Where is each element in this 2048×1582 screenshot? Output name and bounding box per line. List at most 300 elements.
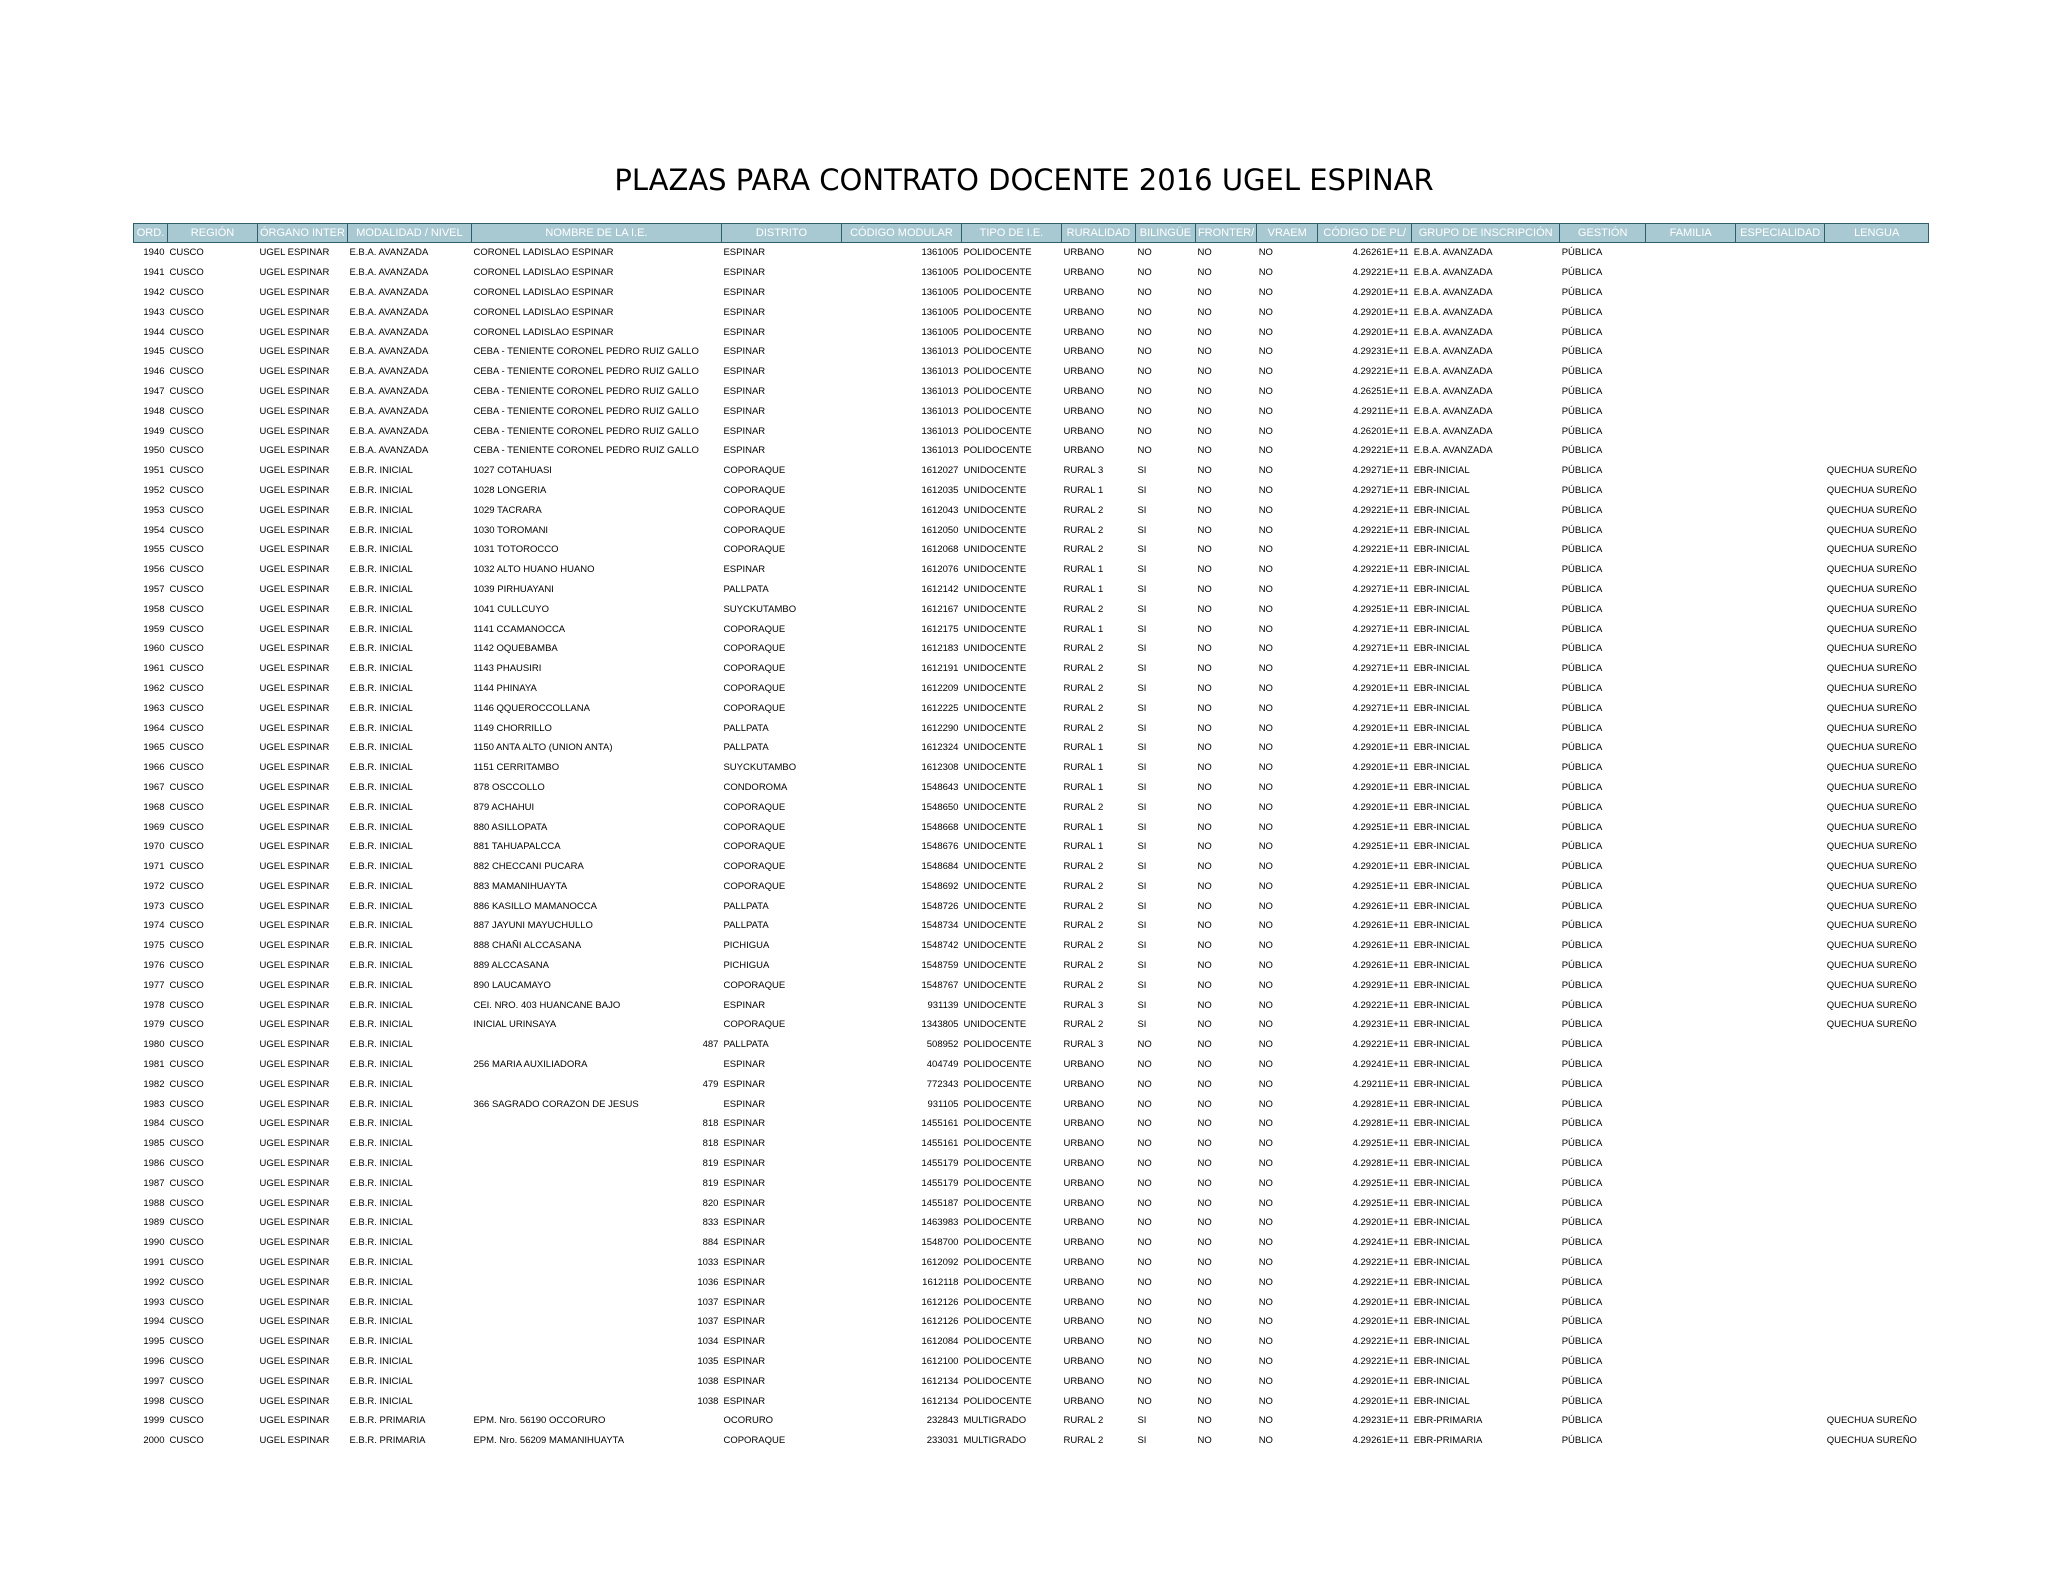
cell-frontera: NO	[1197, 920, 1212, 932]
cell-familia	[1646, 1352, 1736, 1372]
cell-gestion: PÚBLICA	[1561, 1118, 1603, 1130]
cell-grupo: EBR-INICIAL	[1413, 1177, 1470, 1189]
cell-grupo: EBR-INICIAL	[1413, 920, 1470, 932]
cell-region: CUSCO	[169, 445, 204, 457]
cell-ord: 1979	[143, 1019, 165, 1031]
cell-nombre: 886 KASILLO MAMANOCCA	[473, 900, 597, 912]
cell-nombre: 1028 LONGERIA	[473, 484, 547, 496]
cell-especialidad	[1736, 797, 1825, 817]
cell-codigo-modular: 1612050	[921, 524, 959, 536]
cell-bilingue: NO	[1137, 1098, 1152, 1110]
cell-ruralidad: URBANO	[1063, 267, 1105, 279]
cell-nombre: 1035	[697, 1356, 719, 1368]
cell-especialidad	[1736, 817, 1825, 837]
cell-bilingue: SI	[1137, 663, 1147, 675]
cell-codigo-plaza: 4.29281E+11	[1352, 1158, 1409, 1170]
cell-grupo: EBR-PRIMARIA	[1413, 1415, 1483, 1427]
cell-grupo: E.B.A. AVANZADA	[1413, 425, 1493, 437]
cell-region: CUSCO	[169, 682, 204, 694]
cell-familia	[1646, 916, 1736, 936]
cell-familia	[1646, 1074, 1736, 1094]
cell-tipo: POLIDOCENTE	[963, 366, 1032, 378]
cell-codigo-plaza: 4.29231E+11	[1352, 346, 1409, 358]
table-row	[134, 679, 1929, 699]
cell-grupo: EBR-INICIAL	[1413, 1158, 1470, 1170]
cell-codigo-plaza: 4.29251E+11	[1352, 1197, 1409, 1209]
cell-ord: 1988	[143, 1197, 165, 1209]
cell-distrito: COPORAQUE	[723, 682, 786, 694]
cell-vraem: NO	[1258, 960, 1273, 972]
cell-tipo: UNIDOCENTE	[963, 583, 1027, 595]
cell-codigo-modular: 1361013	[921, 366, 959, 378]
table-row	[134, 1074, 1929, 1094]
cell-organo: UGEL ESPINAR	[259, 940, 330, 952]
cell-tipo: UNIDOCENTE	[963, 920, 1027, 932]
cell-nombre: CEI. NRO. 403 HUANCANE BAJO	[473, 999, 621, 1011]
cell-modalidad: E.B.R. INICIAL	[349, 960, 413, 972]
cell-gestion: PÚBLICA	[1561, 385, 1603, 397]
cell-modalidad: E.B.A. AVANZADA	[349, 247, 429, 259]
cell-codigo-modular: 1361005	[921, 267, 959, 279]
cell-grupo: EBR-INICIAL	[1413, 1039, 1470, 1051]
cell-vraem: NO	[1258, 1019, 1273, 1031]
cell-bilingue: NO	[1137, 326, 1152, 338]
cell-ord: 1971	[143, 861, 165, 873]
cell-lengua: QUECHUA SUREÑO	[1826, 643, 1917, 655]
cell-ord: 1963	[143, 702, 165, 714]
cell-nombre: 1149 CHORRILLO	[473, 722, 552, 734]
cell-lengua: QUECHUA SUREÑO	[1826, 1019, 1917, 1031]
cell-organo: UGEL ESPINAR	[259, 1019, 330, 1031]
cell-codigo-modular: 1612290	[921, 722, 959, 734]
cell-tipo: POLIDOCENTE	[963, 1217, 1032, 1229]
cell-modalidad: E.B.R. INICIAL	[349, 821, 413, 833]
cell-modalidad: E.B.A. AVANZADA	[349, 405, 429, 417]
column-header-nombre: NOMBRE DE LA I.E.	[471, 224, 721, 243]
cell-vraem: NO	[1258, 1336, 1273, 1348]
cell-codigo-plaza: 4.29271E+11	[1352, 465, 1409, 477]
cell-vraem: NO	[1258, 306, 1273, 318]
cell-gestion: PÚBLICA	[1561, 960, 1603, 972]
cell-grupo: EBR-INICIAL	[1413, 841, 1470, 853]
cell-bilingue: NO	[1137, 1059, 1152, 1071]
cell-grupo: EBR-INICIAL	[1413, 1078, 1470, 1090]
cell-ord: 1952	[143, 484, 165, 496]
table-row	[134, 778, 1929, 798]
cell-codigo-modular: 1612076	[921, 564, 959, 576]
cell-codigo-plaza: 4.29221E+11	[1352, 1276, 1409, 1288]
cell-codigo-modular: 508952	[926, 1039, 959, 1051]
cell-ord: 1967	[143, 781, 165, 793]
cell-familia	[1646, 1233, 1736, 1253]
cell-grupo: EBR-INICIAL	[1413, 1395, 1470, 1407]
cell-grupo: EBR-INICIAL	[1413, 583, 1470, 595]
cell-especialidad	[1736, 1134, 1825, 1154]
cell-region: CUSCO	[169, 900, 204, 912]
cell-codigo-plaza: 4.29231E+11	[1352, 1415, 1409, 1427]
cell-ruralidad: RURAL 2	[1063, 722, 1104, 734]
cell-codigo-modular: 931105	[927, 1098, 959, 1110]
cell-nombre: 878 OSCCOLLO	[473, 781, 545, 793]
cell-organo: UGEL ESPINAR	[259, 603, 330, 615]
cell-tipo: UNIDOCENTE	[963, 663, 1027, 675]
cell-tipo: POLIDOCENTE	[963, 1336, 1032, 1348]
cell-especialidad	[1736, 956, 1825, 976]
cell-distrito: ESPINAR	[723, 1118, 766, 1130]
cell-gestion: PÚBLICA	[1561, 1395, 1603, 1407]
cell-gestion: PÚBLICA	[1561, 1059, 1603, 1071]
cell-grupo: EBR-INICIAL	[1413, 1197, 1470, 1209]
cell-distrito: ESPINAR	[723, 1217, 766, 1229]
cell-distrito: ESPINAR	[723, 1158, 766, 1170]
table-row	[134, 283, 1929, 303]
cell-especialidad	[1736, 1332, 1825, 1352]
cell-lengua	[1825, 362, 1929, 382]
cell-codigo-plaza: 4.29201E+11	[1352, 742, 1409, 754]
cell-codigo-plaza: 4.29201E+11	[1352, 306, 1409, 318]
table-row	[134, 500, 1929, 520]
cell-distrito: PICHIGUA	[723, 940, 770, 952]
table-row	[134, 520, 1929, 540]
cell-lengua: QUECHUA SUREÑO	[1826, 623, 1917, 635]
cell-vraem: NO	[1258, 583, 1273, 595]
cell-nombre: 1027 COTAHUASI	[473, 465, 552, 477]
cell-tipo: POLIDOCENTE	[963, 1118, 1032, 1130]
column-header-ord: ORD.	[134, 224, 168, 243]
table-row	[134, 481, 1929, 501]
cell-codigo-modular: 931139	[927, 999, 959, 1011]
cell-nombre: 1151 CERRITAMBO	[473, 762, 560, 774]
cell-codigo-plaza: 4.29221E+11	[1352, 524, 1409, 536]
cell-tipo: UNIDOCENTE	[963, 940, 1027, 952]
cell-codigo-plaza: 4.29211E+11	[1353, 1078, 1409, 1090]
cell-codigo-plaza: 4.29221E+11	[1352, 267, 1409, 279]
cell-especialidad	[1736, 1431, 1825, 1451]
cell-nombre: CEBA - TENIENTE CORONEL PEDRO RUIZ GALLO	[473, 445, 699, 457]
cell-frontera: NO	[1197, 682, 1212, 694]
cell-gestion: PÚBLICA	[1561, 682, 1603, 694]
cell-vraem: NO	[1258, 603, 1273, 615]
cell-modalidad: E.B.R. INICIAL	[349, 1296, 413, 1308]
cell-distrito: ESPINAR	[723, 1257, 766, 1269]
cell-lengua: QUECHUA SUREÑO	[1826, 920, 1917, 932]
cell-gestion: PÚBLICA	[1561, 425, 1603, 437]
cell-frontera: NO	[1197, 702, 1212, 714]
cell-modalidad: E.B.R. INICIAL	[349, 920, 413, 932]
cell-ruralidad: URBANO	[1063, 1375, 1105, 1387]
cell-lengua	[1825, 1391, 1929, 1411]
cell-ord: 1962	[143, 682, 165, 694]
cell-organo: UGEL ESPINAR	[259, 1039, 330, 1051]
cell-modalidad: E.B.A. AVANZADA	[349, 346, 429, 358]
cell-region: CUSCO	[169, 1118, 204, 1130]
cell-grupo: EBR-INICIAL	[1413, 801, 1470, 813]
cell-ruralidad: RURAL 1	[1063, 821, 1104, 833]
cell-codigo-modular: 232843	[926, 1415, 959, 1427]
cell-tipo: POLIDOCENTE	[963, 1078, 1032, 1090]
cell-frontera: NO	[1197, 1138, 1212, 1150]
cell-grupo: E.B.A. AVANZADA	[1413, 286, 1493, 298]
cell-codigo-modular: 1548700	[921, 1237, 959, 1249]
cell-codigo-modular: 1548726	[921, 900, 959, 912]
cell-region: CUSCO	[169, 999, 204, 1011]
cell-especialidad	[1736, 679, 1825, 699]
cell-codigo-modular: 1612084	[921, 1336, 959, 1348]
cell-gestion: PÚBLICA	[1561, 564, 1603, 576]
cell-nombre: 833	[702, 1217, 719, 1229]
cell-modalidad: E.B.R. INICIAL	[349, 1257, 413, 1269]
cell-ruralidad: RURAL 3	[1063, 999, 1104, 1011]
table-row	[134, 916, 1929, 936]
cell-codigo-modular: 1548742	[921, 940, 959, 952]
cell-especialidad	[1736, 1035, 1825, 1055]
cell-organo: UGEL ESPINAR	[259, 742, 330, 754]
cell-gestion: PÚBLICA	[1561, 841, 1603, 853]
cell-familia	[1646, 698, 1736, 718]
cell-bilingue: NO	[1137, 267, 1152, 279]
cell-codigo-plaza: 4.29201E+11	[1352, 762, 1409, 774]
cell-organo: UGEL ESPINAR	[259, 1197, 330, 1209]
cell-lengua: QUECHUA SUREÑO	[1826, 465, 1917, 477]
cell-lengua	[1825, 1055, 1929, 1075]
cell-grupo: EBR-INICIAL	[1413, 960, 1470, 972]
cell-gestion: PÚBLICA	[1561, 1296, 1603, 1308]
cell-distrito: ESPINAR	[723, 999, 766, 1011]
cell-ruralidad: URBANO	[1063, 445, 1105, 457]
cell-region: CUSCO	[169, 623, 204, 635]
cell-distrito: PALLPATA	[723, 1039, 769, 1051]
cell-distrito: COPORAQUE	[723, 702, 786, 714]
cell-ruralidad: URBANO	[1063, 1395, 1105, 1407]
cell-frontera: NO	[1197, 1078, 1212, 1090]
cell-distrito: ESPINAR	[723, 247, 766, 259]
cell-distrito: COPORAQUE	[723, 623, 786, 635]
cell-modalidad: E.B.R. INICIAL	[349, 1177, 413, 1189]
cell-lengua: QUECHUA SUREÑO	[1826, 801, 1917, 813]
table-row	[134, 1332, 1929, 1352]
cell-codigo-modular: 1612118	[922, 1276, 959, 1288]
cell-region: CUSCO	[169, 1098, 204, 1110]
cell-familia	[1646, 1213, 1736, 1233]
cell-ruralidad: URBANO	[1063, 1257, 1105, 1269]
cell-ruralidad: URBANO	[1063, 247, 1105, 259]
cell-gestion: PÚBLICA	[1561, 1375, 1603, 1387]
cell-familia	[1646, 1292, 1736, 1312]
cell-ord: 1994	[143, 1316, 165, 1328]
cell-especialidad	[1736, 1352, 1825, 1372]
table-row	[134, 421, 1929, 441]
table-row	[134, 1134, 1929, 1154]
cell-frontera: NO	[1197, 762, 1212, 774]
cell-organo: UGEL ESPINAR	[259, 722, 330, 734]
cell-region: CUSCO	[169, 1217, 204, 1229]
cell-grupo: EBR-INICIAL	[1413, 1316, 1470, 1328]
cell-organo: UGEL ESPINAR	[259, 663, 330, 675]
cell-ord: 1943	[143, 306, 165, 318]
cell-bilingue: NO	[1137, 1217, 1152, 1229]
cell-especialidad	[1736, 342, 1825, 362]
cell-grupo: EBR-INICIAL	[1413, 1296, 1470, 1308]
cell-lengua	[1825, 263, 1929, 283]
cell-region: CUSCO	[169, 1197, 204, 1209]
cell-distrito: ESPINAR	[723, 564, 766, 576]
cell-familia	[1646, 659, 1736, 679]
cell-distrito: ESPINAR	[723, 445, 766, 457]
cell-ruralidad: URBANO	[1063, 1237, 1105, 1249]
cell-tipo: UNIDOCENTE	[963, 821, 1027, 833]
cell-codigo-plaza: 4.26201E+11	[1352, 425, 1409, 437]
cell-organo: UGEL ESPINAR	[259, 1395, 330, 1407]
cell-familia	[1646, 1332, 1736, 1352]
cell-vraem: NO	[1258, 1158, 1273, 1170]
cell-organo: UGEL ESPINAR	[259, 1435, 330, 1447]
cell-region: CUSCO	[169, 1158, 204, 1170]
cell-organo: UGEL ESPINAR	[259, 1296, 330, 1308]
cell-region: CUSCO	[169, 583, 204, 595]
cell-frontera: NO	[1197, 385, 1212, 397]
cell-codigo-plaza: 4.29251E+11	[1352, 603, 1409, 615]
cell-codigo-plaza: 4.29251E+11	[1352, 880, 1409, 892]
cell-codigo-modular: 1612027	[921, 465, 959, 477]
table-row	[134, 1431, 1929, 1451]
cell-especialidad	[1736, 877, 1825, 897]
column-header-ruralidad: RURALIDAD	[1061, 224, 1135, 243]
cell-vraem: NO	[1258, 1276, 1273, 1288]
cell-nombre: 1029 TACRARA	[473, 504, 542, 516]
cell-bilingue: NO	[1137, 385, 1152, 397]
cell-familia	[1646, 758, 1736, 778]
cell-modalidad: E.B.A. AVANZADA	[349, 445, 429, 457]
cell-ruralidad: RURAL 1	[1063, 781, 1104, 793]
cell-organo: UGEL ESPINAR	[259, 1078, 330, 1090]
cell-especialidad	[1736, 758, 1825, 778]
cell-tipo: UNIDOCENTE	[963, 861, 1027, 873]
cell-familia	[1646, 718, 1736, 738]
cell-modalidad: E.B.R. INICIAL	[349, 465, 413, 477]
table-row	[134, 659, 1929, 679]
cell-region: CUSCO	[169, 861, 204, 873]
table-row	[134, 1114, 1929, 1134]
cell-especialidad	[1736, 283, 1825, 303]
table-row	[134, 698, 1929, 718]
cell-gestion: PÚBLICA	[1561, 445, 1603, 457]
cell-frontera: NO	[1197, 1395, 1212, 1407]
cell-vraem: NO	[1258, 1316, 1273, 1328]
cell-lengua: QUECHUA SUREÑO	[1826, 682, 1917, 694]
cell-vraem: NO	[1258, 425, 1273, 437]
cell-bilingue: NO	[1137, 1177, 1152, 1189]
cell-frontera: NO	[1197, 1316, 1212, 1328]
cell-especialidad	[1736, 1213, 1825, 1233]
cell-modalidad: E.B.R. INICIAL	[349, 742, 413, 754]
cell-region: CUSCO	[169, 504, 204, 516]
table-row	[134, 243, 1929, 263]
cell-nombre: CORONEL LADISLAO ESPINAR	[473, 247, 614, 259]
cell-vraem: NO	[1258, 524, 1273, 536]
cell-frontera: NO	[1197, 663, 1212, 675]
cell-gestion: PÚBLICA	[1561, 900, 1603, 912]
cell-organo: UGEL ESPINAR	[259, 286, 330, 298]
cell-grupo: EBR-INICIAL	[1413, 484, 1470, 496]
cell-vraem: NO	[1258, 1356, 1273, 1368]
cell-distrito: ESPINAR	[723, 1177, 766, 1189]
cell-distrito: ESPINAR	[723, 425, 766, 437]
cell-organo: UGEL ESPINAR	[259, 1217, 330, 1229]
cell-grupo: E.B.A. AVANZADA	[1413, 306, 1493, 318]
cell-grupo: EBR-INICIAL	[1413, 544, 1470, 556]
cell-frontera: NO	[1197, 643, 1212, 655]
cell-ruralidad: RURAL 2	[1063, 960, 1104, 972]
cell-grupo: EBR-INICIAL	[1413, 1217, 1470, 1229]
cell-ord: 1956	[143, 564, 165, 576]
cell-distrito: COPORAQUE	[723, 1435, 786, 1447]
cell-distrito: COPORAQUE	[723, 465, 786, 477]
cell-codigo-modular: 1612142	[921, 583, 959, 595]
column-header-lengua: LENGUA	[1825, 224, 1929, 243]
cell-organo: UGEL ESPINAR	[259, 623, 330, 635]
cell-ruralidad: URBANO	[1063, 1098, 1105, 1110]
cell-grupo: EBR-INICIAL	[1413, 722, 1470, 734]
cell-ruralidad: RURAL 2	[1063, 900, 1104, 912]
cell-bilingue: NO	[1137, 1375, 1152, 1387]
cell-grupo: E.B.A. AVANZADA	[1413, 326, 1493, 338]
cell-vraem: NO	[1258, 564, 1273, 576]
cell-especialidad	[1736, 1154, 1825, 1174]
cell-bilingue: SI	[1137, 841, 1147, 853]
cell-grupo: EBR-INICIAL	[1413, 821, 1470, 833]
cell-familia	[1646, 362, 1736, 382]
cell-familia	[1646, 1173, 1736, 1193]
cell-modalidad: E.B.R. PRIMARIA	[349, 1415, 426, 1427]
cell-region: CUSCO	[169, 564, 204, 576]
table-row	[134, 956, 1929, 976]
cell-especialidad	[1736, 1055, 1825, 1075]
cell-region: CUSCO	[169, 801, 204, 813]
cell-bilingue: SI	[1137, 484, 1147, 496]
cell-grupo: E.B.A. AVANZADA	[1413, 405, 1493, 417]
table-row	[134, 1233, 1929, 1253]
cell-especialidad	[1736, 580, 1825, 600]
cell-especialidad	[1736, 896, 1825, 916]
cell-codigo-plaza: 4.29271E+11	[1352, 702, 1409, 714]
cell-region: CUSCO	[169, 920, 204, 932]
cell-organo: UGEL ESPINAR	[259, 781, 330, 793]
cell-modalidad: E.B.R. INICIAL	[349, 940, 413, 952]
cell-organo: UGEL ESPINAR	[259, 445, 330, 457]
cell-distrito: ESPINAR	[723, 1356, 766, 1368]
cell-modalidad: E.B.R. INICIAL	[349, 861, 413, 873]
cell-especialidad	[1736, 441, 1825, 461]
cell-nombre: 882 CHECCANI PUCARA	[473, 861, 584, 873]
cell-frontera: NO	[1197, 1197, 1212, 1209]
cell-frontera: NO	[1197, 960, 1212, 972]
cell-especialidad	[1736, 263, 1825, 283]
cell-ord: 1972	[143, 880, 165, 892]
cell-grupo: EBR-INICIAL	[1413, 1276, 1470, 1288]
cell-modalidad: E.B.R. INICIAL	[349, 484, 413, 496]
cell-vraem: NO	[1258, 1039, 1273, 1051]
cell-ruralidad: URBANO	[1063, 1177, 1105, 1189]
cell-distrito: COPORAQUE	[723, 801, 786, 813]
cell-familia	[1646, 322, 1736, 342]
cell-ruralidad: RURAL 3	[1063, 1039, 1104, 1051]
column-header-codigo-modular: CÓDIGO MODULAR	[841, 224, 961, 243]
cell-lengua	[1825, 1094, 1929, 1114]
cell-grupo: EBR-INICIAL	[1413, 1375, 1470, 1387]
cell-distrito: COPORAQUE	[723, 861, 786, 873]
cell-tipo: UNIDOCENTE	[963, 841, 1027, 853]
cell-region: CUSCO	[169, 1237, 204, 1249]
